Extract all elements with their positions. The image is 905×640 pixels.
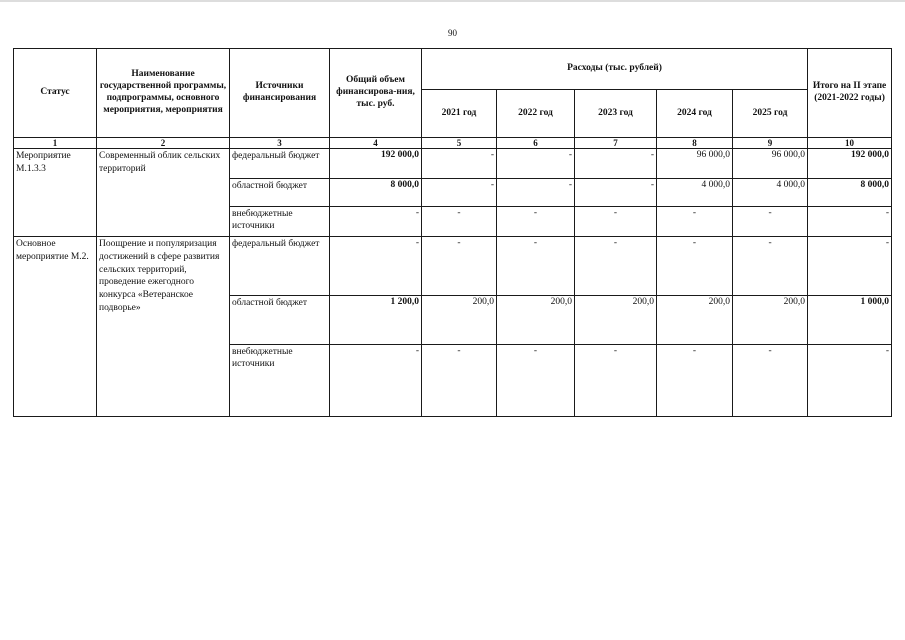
cell-2025: - xyxy=(733,345,808,417)
cell-2024: - xyxy=(657,207,733,237)
cell-total: - xyxy=(330,237,422,296)
column-number: 6 xyxy=(497,138,575,149)
cell-2021: - xyxy=(422,179,497,207)
row-name: Современный облик сельских территорий xyxy=(97,149,230,237)
column-number: 4 xyxy=(330,138,422,149)
header-year: 2024 год xyxy=(657,90,733,138)
cell-2025: - xyxy=(733,237,808,296)
column-number: 5 xyxy=(422,138,497,149)
column-number: 2 xyxy=(97,138,230,149)
cell-2022: - xyxy=(497,149,575,179)
column-number: 7 xyxy=(575,138,657,149)
cell-itogo: - xyxy=(808,207,892,237)
column-number: 8 xyxy=(657,138,733,149)
cell-2023: - xyxy=(575,207,657,237)
column-number-row xyxy=(14,138,892,149)
row-source: федеральный бюджет xyxy=(230,237,330,296)
column-number: 1 xyxy=(14,138,97,149)
cell-2022: - xyxy=(497,345,575,417)
page-number: 90 xyxy=(448,28,457,38)
cell-2023: - xyxy=(575,149,657,179)
header-total: Общий объем финансирова-ния, тыс. руб. xyxy=(330,49,422,138)
cell-2025: 4 000,0 xyxy=(733,179,808,207)
cell-2021: - xyxy=(422,345,497,417)
cell-2024: - xyxy=(657,345,733,417)
row-status: Основное мероприятие М.2. xyxy=(14,237,97,417)
cell-2022: 200,0 xyxy=(497,296,575,345)
row-name: Поощрение и популяризация достижений в сфере развития сельских территорий, проведение ежегодного конкурса «Ветеранское подворье» xyxy=(97,237,230,417)
column-number: 9 xyxy=(733,138,808,149)
cell-2023: - xyxy=(575,345,657,417)
row-source: федеральный бюджет xyxy=(230,149,330,179)
cell-2021: 200,0 xyxy=(422,296,497,345)
cell-2022: - xyxy=(497,207,575,237)
cell-2021: - xyxy=(422,207,497,237)
cell-itogo: 192 000,0 xyxy=(808,149,892,179)
header-year: 2021 год xyxy=(422,90,497,138)
header-name: Наименование государственной программы, подпрограммы, основного мероприятия, мероприятия xyxy=(97,49,230,138)
cell-2025: - xyxy=(733,207,808,237)
header-year: 2022 год xyxy=(497,90,575,138)
funding-table xyxy=(13,48,892,417)
cell-2025: 96 000,0 xyxy=(733,149,808,179)
scan-top-edge xyxy=(0,0,905,2)
cell-2023: - xyxy=(575,237,657,296)
row-source: областной бюджет xyxy=(230,296,330,345)
cell-2021: - xyxy=(422,237,497,296)
cell-2022: - xyxy=(497,237,575,296)
header-year: 2023 год xyxy=(575,90,657,138)
cell-2024: 200,0 xyxy=(657,296,733,345)
cell-2023: 200,0 xyxy=(575,296,657,345)
cell-total: 192 000,0 xyxy=(330,149,422,179)
cell-itogo: - xyxy=(808,237,892,296)
cell-total: 8 000,0 xyxy=(330,179,422,207)
cell-2023: - xyxy=(575,179,657,207)
cell-itogo: 8 000,0 xyxy=(808,179,892,207)
header-sources: Источники финансирования xyxy=(230,49,330,138)
column-number: 10 xyxy=(808,138,892,149)
cell-2024: 4 000,0 xyxy=(657,179,733,207)
column-number: 3 xyxy=(230,138,330,149)
cell-2025: 200,0 xyxy=(733,296,808,345)
cell-itogo: - xyxy=(808,345,892,417)
cell-2022: - xyxy=(497,179,575,207)
header-itogo: Итого на II этапе (2021-2022 годы) xyxy=(808,49,892,138)
header-year: 2025 год xyxy=(733,90,808,138)
row-source: внебюджетные источники xyxy=(230,207,330,237)
cell-itogo: 1 000,0 xyxy=(808,296,892,345)
cell-2021: - xyxy=(422,149,497,179)
cell-2024: - xyxy=(657,237,733,296)
cell-total: 1 200,0 xyxy=(330,296,422,345)
table-row xyxy=(14,237,892,296)
row-source: областной бюджет xyxy=(230,179,330,207)
cell-total: - xyxy=(330,207,422,237)
row-status: Мероприятие М.1.3.3 xyxy=(14,149,97,237)
header-status: Статус xyxy=(14,49,97,138)
cell-2024: 96 000,0 xyxy=(657,149,733,179)
cell-total: - xyxy=(330,345,422,417)
row-source: внебюджетные источники xyxy=(230,345,330,417)
header-expenses: Расходы (тыс. рублей) xyxy=(422,49,808,90)
table-row xyxy=(14,149,892,179)
